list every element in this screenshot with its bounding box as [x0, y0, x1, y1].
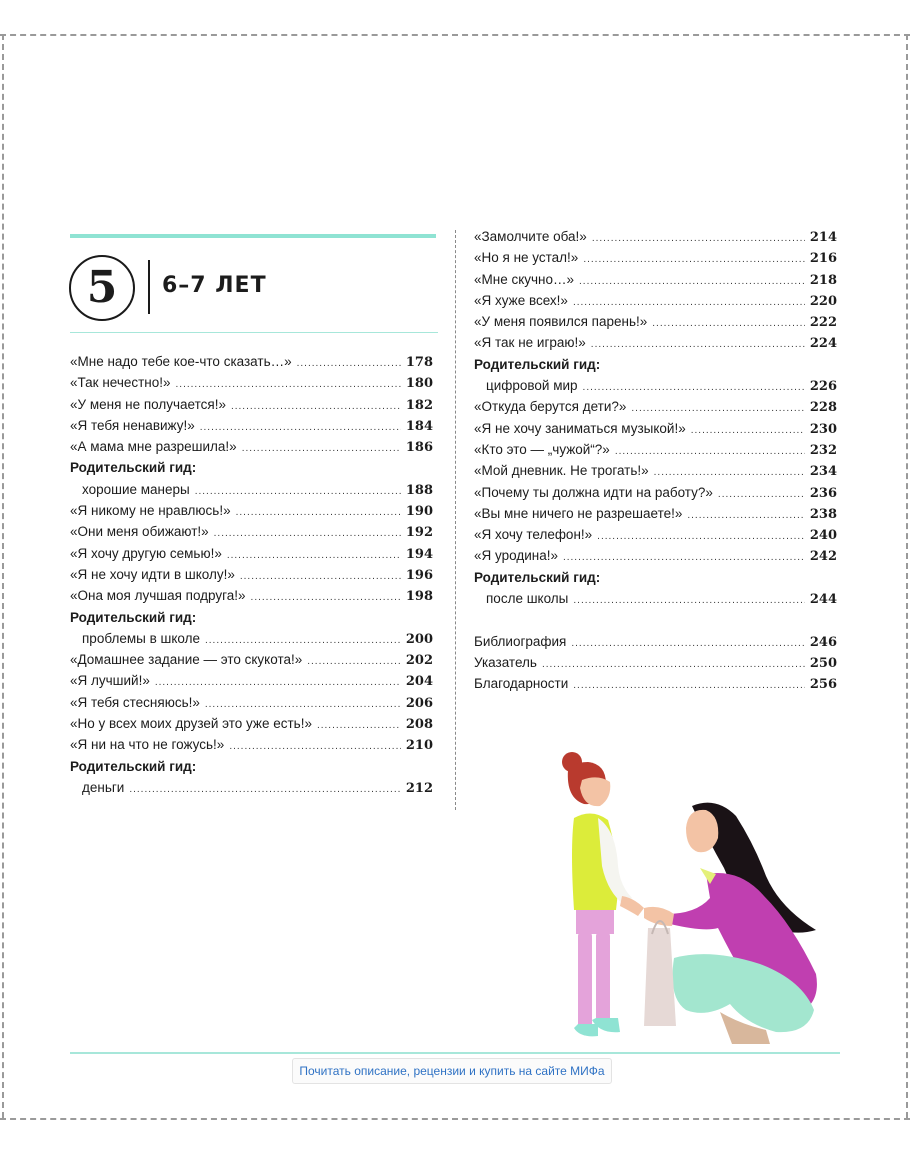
toc-page-number: 226 [809, 379, 837, 395]
toc-dot-leader [592, 233, 805, 244]
toc-entry [70, 375, 433, 396]
toc-dot-leader [718, 489, 805, 500]
toc-entry [474, 527, 837, 548]
toc-dot-leader [155, 677, 401, 688]
toc-page-number: 192 [405, 525, 433, 541]
buy-on-mif-link[interactable] [292, 1058, 612, 1084]
toc-entry-title: «У меня появился парень!» [474, 314, 648, 330]
toc-page-number: 230 [809, 421, 837, 437]
toc-page-number: 194 [405, 546, 433, 562]
toc-page-number: 184 [405, 418, 433, 434]
toc-entry [70, 631, 433, 652]
toc-entry-title: «Я не хочу заниматься музыкой!» [474, 420, 686, 436]
toc-section-heading: Родительский гид: [70, 609, 197, 625]
toc-entry [70, 652, 433, 673]
toc-page-number: 216 [809, 251, 837, 267]
toc-entry-title: «Мне скучно…» [474, 271, 575, 287]
toc-entry [474, 335, 837, 356]
toc-entry [474, 250, 837, 271]
toc-entry [70, 397, 433, 418]
toc-dot-leader [195, 486, 401, 497]
toc-page-number: 240 [809, 528, 837, 544]
toc-dot-leader [652, 318, 805, 329]
toc-entry [70, 524, 433, 545]
toc-entry [70, 482, 433, 503]
toc-page-number: 200 [405, 631, 433, 647]
toc-dot-leader [631, 403, 804, 414]
accent-rule-top [70, 234, 436, 238]
toc-dot-leader [317, 720, 401, 731]
toc-entry-title: «Мой дневник. Не трогать!» [474, 463, 649, 479]
toc-entry-title: «Так нечестно!» [70, 375, 171, 391]
toc-entry [70, 503, 433, 524]
toc-page-number: 206 [405, 695, 433, 711]
toc-page-number: 198 [405, 589, 433, 605]
toc-section-heading: Родительский гид: [474, 356, 601, 372]
toc-dot-leader [573, 297, 805, 308]
accent-rule-bottom [70, 1052, 840, 1054]
toc-entry-title: «Я тебя стесняюсь!» [70, 694, 200, 710]
toc-entry-title: после школы [486, 591, 569, 607]
toc-entry [474, 548, 837, 569]
toc-entry-title: «Они меня обижают!» [70, 524, 209, 540]
toc-dot-leader [307, 656, 401, 667]
toc-page-number: 178 [405, 355, 433, 370]
toc-dot-leader [615, 446, 805, 457]
toc-entry-title: «Домашнее задание — это скукота!» [70, 652, 303, 668]
toc-dot-leader [687, 510, 804, 521]
buy-link-text: Почитать описание, рецензии и купить на сайте МИФа [299, 1064, 605, 1078]
toc-page-number: 190 [405, 504, 433, 520]
toc-entry-title: «Почему ты должна идти на работу?» [474, 484, 713, 500]
toc-entry-title: «Откуда берутся дети?» [474, 399, 627, 415]
toc-page-number: 242 [809, 549, 837, 565]
toc-entry [474, 229, 837, 250]
toc-dot-leader [583, 254, 805, 265]
toc-dot-leader [573, 680, 805, 691]
toc-page-number: 180 [405, 376, 433, 392]
toc-entry [70, 418, 433, 439]
toc-entry-title: «Она моя лучшая подруга!» [70, 588, 246, 604]
toc-section-heading: Родительский гид: [70, 460, 197, 476]
cut-line-left [2, 34, 4, 1118]
toc-entry [474, 293, 837, 314]
toc-entry [70, 354, 433, 375]
toc-entry [70, 673, 433, 694]
toc-page-number: 228 [809, 400, 837, 416]
toc-dot-leader [242, 443, 401, 454]
toc-entry-title: «Я хочу другую семью!» [70, 545, 222, 561]
toc-page-number: 196 [405, 567, 433, 583]
toc-entry [474, 655, 837, 676]
toc-entry-title: Указатель [474, 654, 537, 670]
toc-entry-title: «Но у всех моих друзей это уже есть!» [70, 716, 312, 732]
toc-entry-title: хорошие манеры [82, 481, 190, 497]
toc-page-number: 210 [405, 738, 433, 754]
toc-entry [474, 676, 837, 697]
toc-section-heading: Родительский гид: [70, 758, 197, 774]
toc-dot-leader [129, 784, 401, 795]
cut-line-top [0, 34, 910, 36]
toc-entry-title: «Но я не устал!» [474, 250, 579, 266]
toc-page-number: 186 [405, 440, 433, 456]
toc-dot-leader [691, 425, 805, 436]
toc-dot-leader [542, 659, 805, 670]
toc-page-number: 182 [405, 397, 433, 413]
toc-dot-leader [227, 550, 401, 561]
toc-dot-leader [236, 507, 401, 518]
cut-line-bottom [0, 1118, 910, 1120]
toc-page-number: 222 [809, 315, 837, 331]
toc-dot-leader [597, 531, 805, 542]
toc-page-number: 214 [809, 230, 837, 245]
mother-figure [644, 803, 817, 1044]
toc-dot-leader [240, 571, 401, 582]
toc-dot-leader [571, 638, 805, 649]
toc-page-number: 244 [809, 592, 837, 608]
toc-entry [70, 588, 433, 609]
toc-page-number: 208 [405, 717, 433, 733]
toc-spacer [474, 612, 837, 633]
toc-page-number: 238 [809, 506, 837, 522]
toc-entry [474, 442, 837, 463]
toc-dot-leader [231, 401, 401, 412]
toc-entry [474, 272, 837, 293]
toc-dot-leader [214, 528, 401, 539]
toc-dot-leader [200, 422, 401, 433]
toc-entry [70, 439, 433, 460]
toc-page-number: 204 [405, 674, 433, 690]
toc-entry-title: деньги [82, 779, 125, 795]
toc-dot-leader [205, 635, 401, 646]
cut-line-right [906, 34, 908, 1118]
toc-entry-title: «Замолчите оба!» [474, 229, 587, 244]
toc-page-number: 218 [809, 272, 837, 288]
toc-page-number: 224 [809, 336, 837, 352]
toc-entry [70, 716, 433, 737]
toc-entry-title: «Я тебя ненавижу!» [70, 417, 195, 433]
toc-entry-title: цифровой мир [486, 378, 578, 394]
toc-entry-title: «Я хочу телефон!» [474, 527, 593, 543]
toc-entry-title: «Я так не играю!» [474, 335, 586, 351]
toc-dot-leader [563, 552, 805, 563]
toc-page-number: 256 [809, 677, 837, 693]
toc-dot-leader [573, 595, 804, 606]
chapter-number-badge [69, 255, 135, 321]
toc-dot-leader [579, 276, 805, 287]
toc-entry-title: проблемы в школе [82, 630, 200, 646]
toc-entry-title: «Я ни на что не гожусь!» [70, 737, 225, 753]
toc-entry [474, 421, 837, 442]
toc-entry [474, 463, 837, 484]
column-divider [455, 230, 456, 810]
girl-figure [562, 752, 644, 1036]
toc-page-number: 188 [405, 482, 433, 498]
toc-page-number: 202 [405, 653, 433, 669]
toc-section-heading: Родительский гид: [474, 569, 601, 585]
mother-and-daughter-illustration [540, 748, 840, 1052]
toc-dot-leader [205, 699, 401, 710]
toc-dot-leader [229, 741, 401, 752]
toc-page-number: 246 [809, 634, 837, 650]
toc-dot-leader [297, 358, 401, 369]
toc-entry-title: Благодарности [474, 676, 569, 692]
toc-dot-leader [654, 467, 805, 478]
toc-entry [70, 737, 433, 758]
chapter-title: 6–7 ЛЕТ [162, 273, 267, 298]
toc-entry [474, 378, 837, 399]
toc-entry-title: «Вы мне ничего не разрешаете!» [474, 505, 683, 521]
toc-entry [474, 314, 837, 335]
toc-left-column [70, 354, 433, 801]
toc-entry [474, 634, 837, 655]
toc-page-number: 234 [809, 464, 837, 480]
toc-entry [70, 546, 433, 567]
toc-right-column [474, 229, 837, 698]
toc-entry [474, 506, 837, 527]
toc-entry-title: «А мама мне разрешила!» [70, 439, 237, 455]
toc-dot-leader [591, 339, 805, 350]
toc-entry [70, 567, 433, 588]
toc-entry-title: Библиография [474, 633, 567, 649]
toc-dot-leader [176, 379, 401, 390]
toc-entry-title: «Я никому не нравлюсь!» [70, 503, 231, 519]
toc-entry [474, 399, 837, 420]
toc-entry [70, 695, 433, 716]
toc-dot-leader [583, 382, 805, 393]
chapter-number: 5 [86, 262, 118, 313]
toc-page-number: 236 [809, 485, 837, 501]
toc-page-number: 212 [405, 780, 433, 796]
toc-entry-title: «Я не хочу идти в школу!» [70, 566, 235, 582]
toc-page-number: 232 [809, 442, 837, 458]
toc-entry-title: «У меня не получается!» [70, 396, 226, 412]
toc-entry-title: «Я хуже всех!» [474, 292, 568, 308]
toc-dot-leader [251, 592, 401, 603]
toc-page-number: 250 [809, 655, 837, 671]
toc-entry [474, 591, 837, 612]
toc-entry [474, 485, 837, 506]
toc-entry-title: «Я уродина!» [474, 548, 558, 564]
toc-entry [70, 780, 433, 801]
toc-entry-title: «Кто это — „чужой“?» [474, 441, 610, 457]
toc-page-number: 220 [809, 293, 837, 309]
toc-entry-title: «Мне надо тебе кое-что сказать…» [70, 354, 292, 369]
accent-rule-middle [70, 332, 438, 333]
chapter-divider [148, 260, 150, 314]
toc-entry-title: «Я лучший!» [70, 673, 150, 689]
